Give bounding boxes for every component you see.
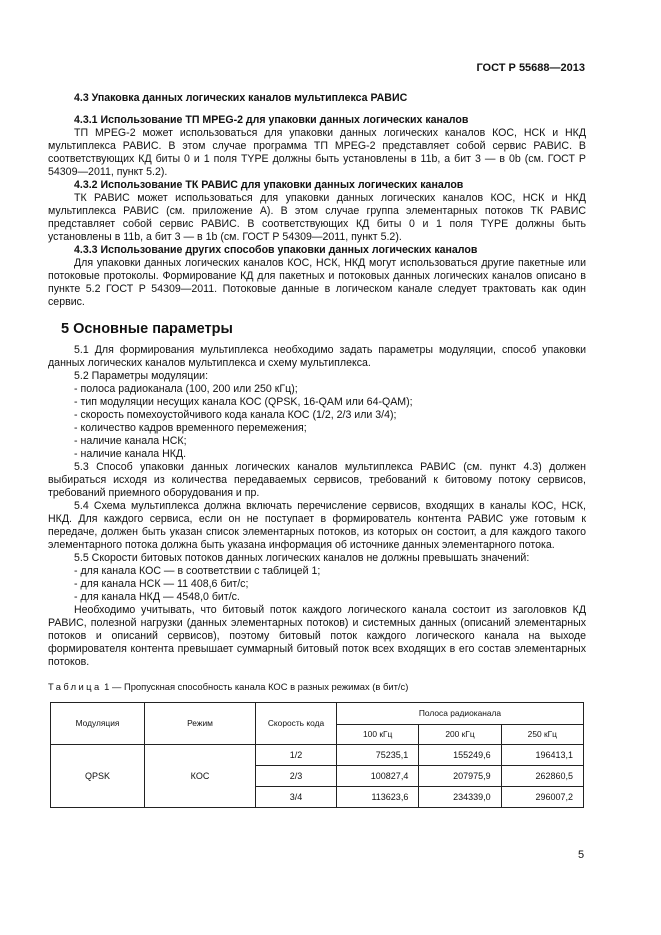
section-4-3-2-title: 4.3.2 Использование ТК РАВИС для упаковки данных логических каналов: [74, 179, 464, 191]
cell-value: 100827,4: [337, 766, 419, 787]
table-row: [51, 745, 584, 766]
page-content: [48, 92, 586, 808]
section-4-3-1-text: ТП MPEG-2 может использоваться для упаковки данных логических каналов КОС, НСК и НКД мультиплекса РАВИС. В этом случае программа ТП MPEG-2 представляет собой сервис РАВИС. В соответствующих КД биты 0 и 1 поля TYPE должны быть установлены в 11b, а бит 3 — в 0b (см. ГОСТ Р 54309—2011, пункт 5.2).: [48, 127, 586, 178]
col-header-modulation: Модуляция: [51, 703, 145, 745]
col-header-100khz: 100 кГц: [337, 725, 419, 745]
bitrate-limits-list: [48, 565, 586, 604]
paragraph-5-1: 5.1 Для формирования мультиплекса необходимо задать параметры модуляции, способ упаковки данных логических каналов мультиплекса и схему мультиплекса.: [48, 344, 586, 369]
cell-rate: 1/2: [256, 745, 337, 766]
list-item: - количество кадров временного перемежения;: [74, 422, 307, 434]
col-header-200khz: 200 кГц: [419, 725, 501, 745]
cell-value: 296007,2: [501, 787, 583, 808]
col-header-mode: Режим: [145, 703, 256, 745]
list-item: - наличие канала НКД.: [74, 448, 187, 460]
section-5-title: 5 Основные параметры: [61, 321, 233, 337]
table-caption-label: Таблица: [48, 681, 102, 692]
col-header-250khz: 250 кГц: [501, 725, 583, 745]
cell-rate: 2/3: [256, 766, 337, 787]
col-header-rate: Скорость кода: [256, 703, 337, 745]
cell-value: 262860,5: [501, 766, 583, 787]
section-4-3-3-title: 4.3.3 Использование других способов упаковки данных логических каналов: [74, 244, 478, 256]
list-item: - для канала НКД — 4548,0 бит/с.: [74, 591, 240, 603]
page-number: 5: [578, 849, 585, 861]
cell-mode: КОС: [145, 745, 256, 808]
section-4-3-title: 4.3 Упаковка данных логических каналов мультиплекса РАВИС: [74, 92, 408, 104]
list-item: - тип модуляции несущих канала КОС (QPSK, 16-QAM или 64-QAM);: [74, 396, 413, 408]
document-header: ГОСТ Р 55688—2013: [476, 62, 585, 74]
cell-value: 234339,0: [419, 787, 501, 808]
paragraph-5-2: 5.2 Параметры модуляции:: [74, 370, 209, 382]
kos-capacity-table: [50, 702, 584, 808]
cell-rate: 3/4: [256, 787, 337, 808]
modulation-params-list: [48, 383, 586, 461]
cell-value: 155249,6: [419, 745, 501, 766]
list-item: - скорость помехоустойчивого кода канала КОС (1/2, 2/3 или 3/4);: [74, 409, 397, 421]
list-item: - полоса радиоканала (100, 200 или 250 кГц);: [74, 383, 298, 395]
list-item: - наличие канала НСК;: [74, 435, 187, 447]
paragraph-5-4: 5.4 Схема мультиплекса должна включать перечисление сервисов, входящих в каналы КОС, НСК, НКД. Для каждого сервиса, если он не поступает в формирователь контента РАВИС уже готовым к передаче, должен быть указан список элементарных потоков, из которых он состоит, а для каждого такого элементарного потока должна быть указана информация об источнике данных элементарного потока.: [48, 500, 586, 551]
cell-value: 196413,1: [501, 745, 583, 766]
table-caption: [48, 680, 586, 693]
paragraph-5-3: 5.3 Способ упаковки данных логических каналов мультиплекса РАВИС (см. пункт 4.3) должен выбираться исходя из количества передаваемых сервисов, требований к битовому потоку сервисов, требований приемного оборудования и пр.: [48, 461, 586, 499]
cell-modulation: QPSK: [51, 745, 145, 808]
section-4-3-3-text: Для упаковки данных логических каналов КОС, НСК, НКД могут использоваться другие пакетные или потоковые протоколы. Формирование КД для пакетных и потоковых данных логических каналов описано в пункте 5.2 ГОСТ Р 54309—2011. Потоковые данные в логическом канале следует трактовать как один сервис.: [48, 257, 586, 308]
table-caption-text: 1 — Пропускная способность канала КОС в разных режимах (в бит/с): [104, 681, 409, 692]
paragraph-note: Необходимо учитывать, что битовый поток каждого логического канала состоит из заголовков КД РАВИС, полезной нагрузки (данных элементарных потоков) и системных данных (описаний элементарных потоков и описаний сервисов), поэтому битовый поток каждого логического канала на выходе формирователя контента превышает суммарный битовый поток всех входящих в его состав элементарных потоков.: [48, 604, 586, 668]
cell-value: 113623,6: [337, 787, 419, 808]
cell-value: 75235,1: [337, 745, 419, 766]
section-4-3-1-title: 4.3.1 Использование ТП MPEG-2 для упаковки данных логических каналов: [74, 114, 469, 126]
col-header-band: Полоса радиоканала: [337, 703, 584, 725]
cell-value: 207975,9: [419, 766, 501, 787]
section-4-3-2-text: ТК РАВИС может использоваться для упаковки данных логических каналов КОС, НСК и НКД мультиплекса РАВИС (см. приложение А). В этом случае группа элементарных потоков ТК РАВИС представляет собой сервис РАВИС. В соответствующих КД биты 0 и 1 поля TYPE должны быть установлены в 11b, а бит 3 — в 1b (см. ГОСТ Р 54309—2011, пункт 5.2).: [48, 192, 586, 243]
paragraph-5-5: 5.5 Скорости битовых потоков данных логических каналов не должны превышать значений:: [74, 552, 530, 564]
list-item: - для канала КОС — в соответствии с таблицей 1;: [74, 565, 321, 577]
list-item: - для канала НСК — 11 408,6 бит/с;: [74, 578, 249, 590]
